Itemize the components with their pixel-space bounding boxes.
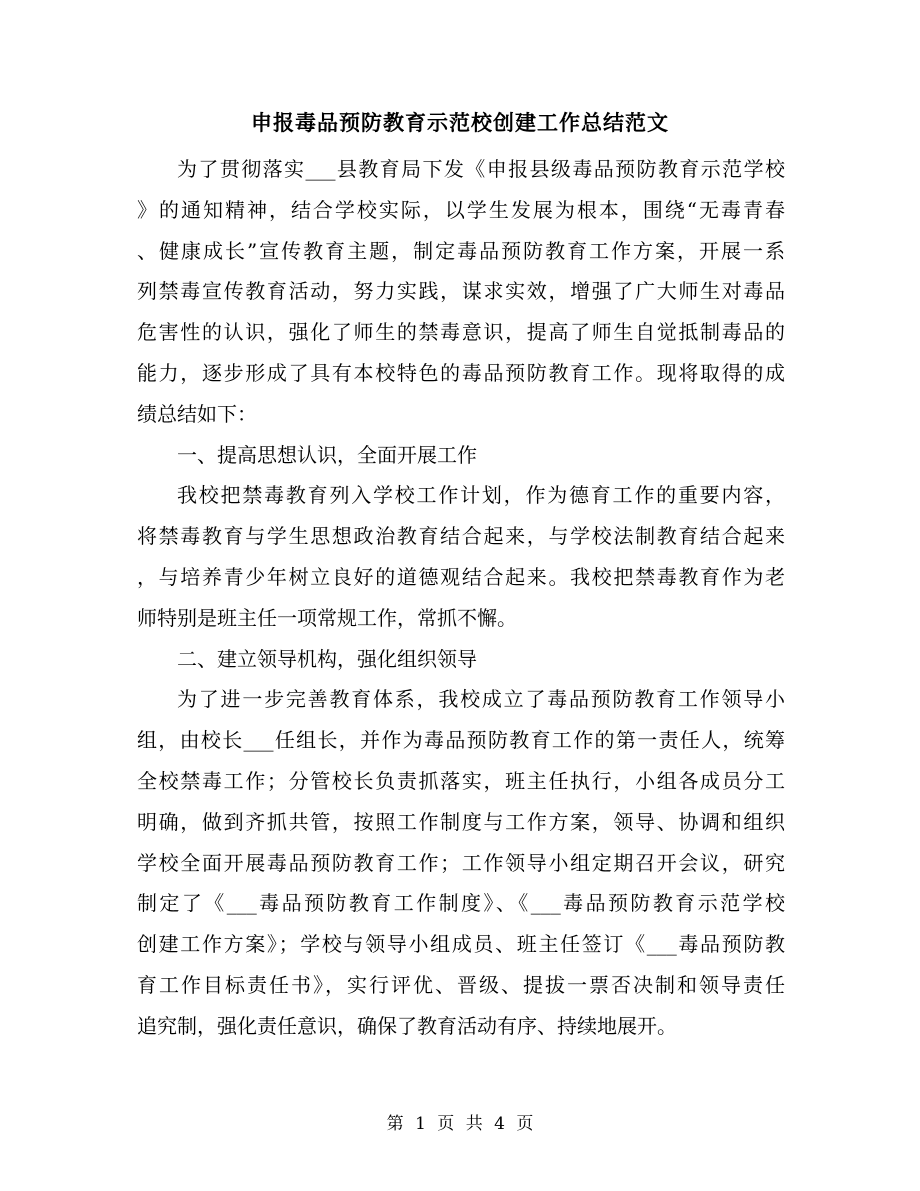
paragraph-intro — [137, 149, 785, 435]
section-heading-1 — [137, 435, 785, 476]
text-line: 组，由校长___任组长，并作为毒品预防教育工作的第一责任人，统筹 — [137, 728, 785, 753]
paragraph-section-2 — [137, 679, 785, 1046]
text-line: 师特别是班主任一项常规工作，常抓不懈。 — [137, 605, 517, 630]
text-line: 制定了《___毒品预防教育工作制度》、《___毒品预防教育示范学校 — [137, 891, 785, 916]
text-line: 我校把禁毒教育列入学校工作计划，作为德育工作的重要内容， — [177, 483, 785, 508]
text-line: 、健康成长”宣传教育主题，制定毒品预防教育工作方案，开展一系 — [137, 238, 785, 263]
text-line: 创建工作方案》；学校与领导小组成员、班主任签订《___毒品预防教 — [137, 932, 785, 957]
text-line: 列禁毒宣传教育活动，努力实践，谋求实效，增强了广大师生对毒品 — [137, 279, 785, 304]
text-line: 危害性的认识，强化了师生的禁毒意识，提高了师生自觉抵制毒品的 — [137, 320, 785, 345]
text-line: 学校全面开展毒品预防教育工作；工作领导小组定期召开会议，研究 — [137, 850, 785, 875]
document-title: 申报毒品预防教育示范校创建工作总结范文 — [251, 111, 669, 135]
text-line: 》的通知精神，结合学校实际，以学生发展为根本，围绕“无毒青春 — [137, 197, 785, 222]
section-heading-text: 一、提高思想认识，全面开展工作 — [177, 442, 477, 467]
paragraph-section-1 — [137, 475, 785, 638]
text-line: 育工作目标责任书》，实行评优、晋级、提拔一票否决制和领导责任 — [137, 972, 785, 997]
text-line: 明确，做到齐抓共管，按照工作制度与工作方案，领导、协调和组织 — [137, 809, 785, 834]
text-line: 追究制，强化责任意识，确保了教育活动有序、持续地展开。 — [137, 1013, 677, 1038]
text-line: 能力，逐步形成了具有本校特色的毒品预防教育工作。现将取得的成 — [137, 360, 785, 385]
text-line: 全校禁毒工作；分管校长负责抓落实，班主任执行，小组各成员分工 — [137, 768, 785, 793]
page-number-footer: 第 1 页 共 4 页 — [386, 1114, 534, 1134]
text-line: 为了进一步完善教育体系，我校成立了毒品预防教育工作领导小 — [177, 687, 785, 712]
document-body — [137, 149, 785, 1047]
section-heading-text: 二、建立领导机构，强化组织领导 — [177, 646, 477, 671]
text-line: 将禁毒教育与学生思想政治教育结合起来，与学校法制教育结合起来 — [137, 524, 785, 549]
section-heading-2 — [137, 639, 785, 680]
text-line: 绩总结如下： — [137, 401, 257, 426]
text-line: ，与培养青少年树立良好的道德观结合起来。我校把禁毒教育作为老 — [137, 564, 785, 589]
text-line: 为了贯彻落实___县教育局下发《申报县级毒品预防教育示范学校 — [177, 157, 785, 181]
